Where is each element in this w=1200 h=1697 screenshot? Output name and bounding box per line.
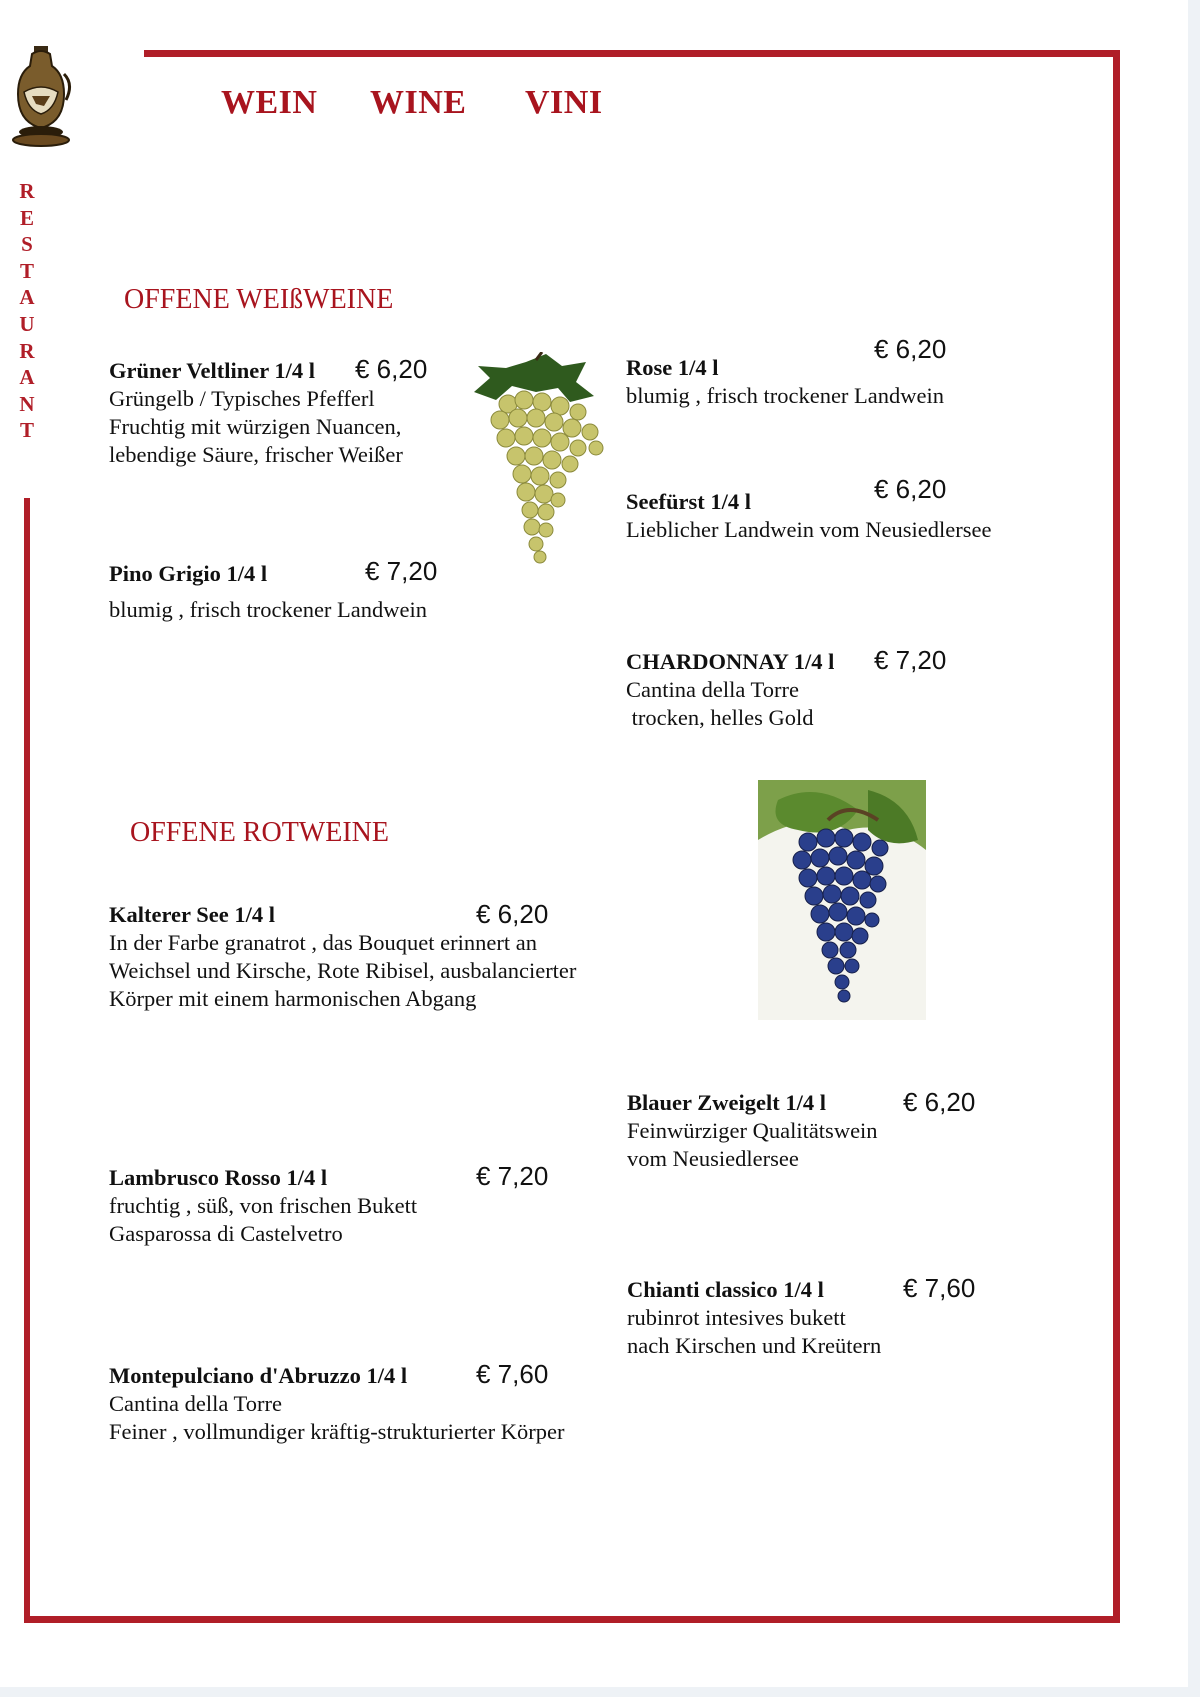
vertical-letter: A [19, 285, 35, 310]
wine-description-line: Lieblicher Landwein vom Neusiedlersee [626, 517, 992, 542]
wine-description-line: blumig , frisch trockener Landwein [626, 383, 945, 408]
wine-description-line: vom Neusiedlersee [627, 1146, 799, 1171]
restaurant-vertical-label [16, 178, 38, 444]
frame-bottom-border [24, 1616, 1120, 1623]
wine-description-line: Feiner , vollmundiger kräftig-strukturierter Körper [109, 1419, 565, 1444]
frame-left-border [24, 498, 30, 1623]
wine-description-line: Grüngelb / Typisches Pfefferl [109, 386, 375, 411]
wine-price: € 7,20 [874, 645, 947, 675]
wine-description-line: nach Kirschen und Kreütern [627, 1333, 882, 1358]
wine-item-blauer-zweigelt [627, 1089, 878, 1173]
wine-description-line: lebendige Säure, frischer Weißer [109, 442, 403, 467]
wine-price: € 6,20 [874, 334, 947, 364]
heading-wine: WINE [370, 84, 467, 121]
wine-name: Kalterer See 1/4 l [109, 902, 275, 927]
wine-name: Lambrusco Rosso 1/4 l [109, 1165, 328, 1190]
vertical-letter: E [19, 205, 34, 230]
wine-description-line: trocken, helles Gold [626, 705, 814, 730]
wine-description-line: Gasparossa di Castelvetro [109, 1221, 343, 1246]
wine-name: Blauer Zweigelt 1/4 l [627, 1090, 826, 1115]
page-edge-bottom [0, 1687, 1200, 1697]
wine-item-chardonnay [626, 648, 834, 732]
wine-price: € 7,60 [476, 1359, 549, 1389]
red-wines-title: OFFENE ROTWEINE [130, 817, 389, 848]
wine-price: € 6,20 [355, 354, 428, 384]
vertical-letter: A [19, 365, 35, 390]
page-edge-right [1188, 0, 1200, 1697]
white-wines-title: OFFENE WEIßWEINE [124, 284, 394, 315]
wine-name: Pino Grigio 1/4 l [109, 561, 268, 586]
wine-description-line: fruchtig , süß, von frischen Bukett [109, 1193, 418, 1218]
heading-wein: WEIN [221, 84, 318, 121]
wine-description-line: Weichsel und Kirsche, Rote Ribisel, ausbalancierter [109, 958, 577, 983]
wine-price: € 7,20 [476, 1161, 549, 1191]
wine-name: Chianti classico 1/4 l [627, 1277, 824, 1302]
frame-top-border [144, 50, 1120, 57]
vertical-letter: U [19, 311, 35, 336]
frame-right-border [1113, 50, 1120, 1623]
wine-description-line: In der Farbe granatrot , das Bouquet erinnert an [109, 930, 537, 955]
wine-name: Seefürst 1/4 l [626, 489, 751, 514]
wine-description-line: Feinwürziger Qualitätswein [627, 1118, 878, 1143]
vertical-letter: N [19, 391, 35, 416]
wine-price: € 6,20 [903, 1087, 976, 1117]
wine-description-line: rubinrot intesives bukett [627, 1305, 846, 1330]
vertical-letter: R [19, 179, 35, 203]
wine-description-line: Körper mit einem harmonischen Abgang [109, 986, 477, 1011]
wine-description-line: Cantina della Torre [109, 1391, 282, 1416]
wine-jug-icon [10, 44, 72, 148]
wine-description-line: blumig , frisch trockener Landwein [109, 597, 428, 622]
wine-name: Rose 1/4 l [626, 355, 719, 380]
vertical-letter: T [19, 418, 34, 443]
wine-description-line: Cantina della Torre [626, 677, 799, 702]
vertical-letter: R [19, 338, 35, 363]
wine-name: Grüner Veltliner 1/4 l [109, 358, 316, 383]
red-grapes-icon [758, 780, 926, 1020]
wine-description-line: Fruchtig mit würzigen Nuancen, [109, 414, 402, 439]
wine-price: € 6,20 [874, 474, 947, 504]
wine-name: CHARDONNAY 1/4 l [626, 649, 835, 674]
wine-price: € 6,20 [476, 899, 549, 929]
heading-vini: VINI [525, 84, 603, 121]
wine-item-chianti-classico [627, 1276, 881, 1360]
vertical-letter: T [19, 258, 34, 283]
wine-price: € 7,60 [903, 1273, 976, 1303]
wine-item-lambrusco-rosso [109, 1164, 417, 1248]
wine-name: Montepulciano d'Abruzzo 1/4 l [109, 1363, 408, 1388]
vertical-letter: S [21, 232, 33, 257]
wine-price: € 7,20 [365, 556, 438, 586]
white-grapes-icon [466, 352, 612, 567]
